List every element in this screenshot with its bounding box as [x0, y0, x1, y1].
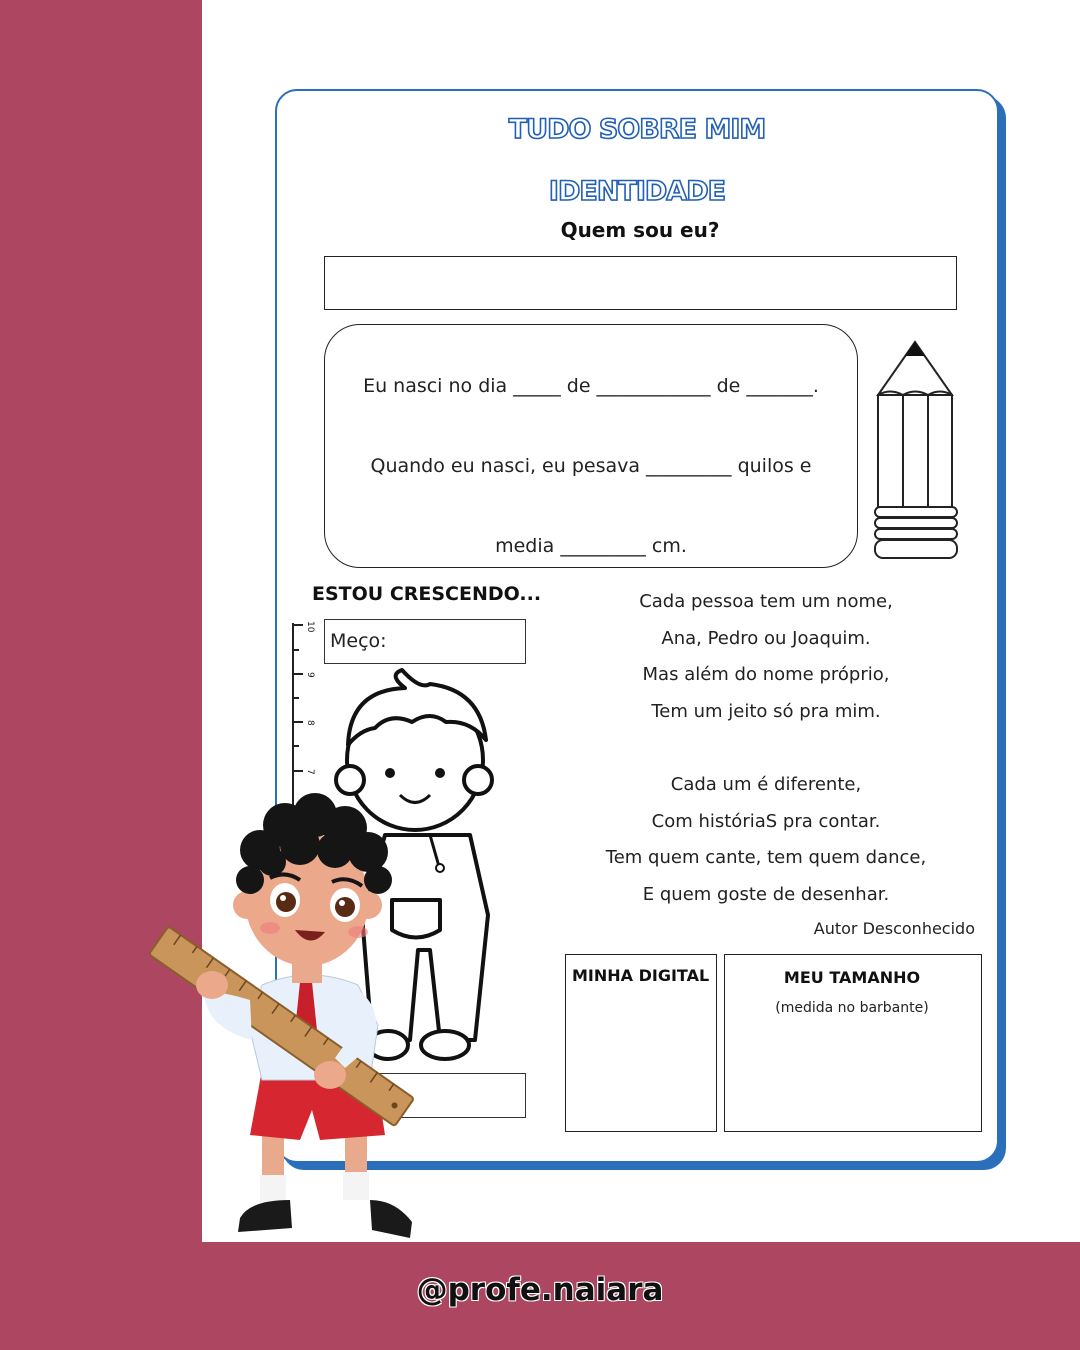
ruler-tick-7: 7: [305, 769, 315, 775]
size-subtitle: (medida no barbante): [775, 1000, 929, 1016]
growing-heading: ESTOU CRESCENDO...: [312, 583, 542, 605]
birth-line-3: media _________ cm.: [495, 535, 687, 557]
birth-line-2: Quando eu nasci, eu pesava _________ quilos e: [370, 455, 812, 477]
poem-line: Tem quem cante, tem quem dance,: [605, 847, 927, 868]
poem-author: Autor Desconhecido: [813, 919, 975, 938]
poem-line: Tem um jeito só pra mim.: [651, 701, 881, 722]
poem-line: E quem goste de desenhar.: [642, 884, 890, 905]
poem-line: Com históriaS pra contar.: [651, 811, 881, 832]
birth-line-1: Eu nasci no dia _____ de ____________ de _______.: [363, 375, 819, 397]
ruler-tick-8: 8: [305, 720, 315, 726]
worksheet-title: TUDO SOBRE MIM: [508, 114, 766, 145]
section-title: IDENTIDADE: [548, 176, 726, 207]
poem-line: Cada um é diferente,: [670, 774, 862, 795]
fingerprint-title: MINHA DIGITAL: [572, 966, 710, 985]
ruler-tick-9: 9: [305, 672, 315, 678]
poem-line: Mas além do nome próprio,: [642, 664, 890, 685]
poem-line: Cada pessoa tem um nome,: [639, 591, 893, 612]
ruler-tick-10: 10: [305, 621, 315, 633]
question-heading: Quem sou eu?: [560, 218, 720, 242]
poem-line: Ana, Pedro ou Joaquim.: [661, 628, 871, 649]
measure-label: Meço:: [330, 630, 387, 652]
size-title: MEU TAMANHO: [783, 968, 921, 987]
footer-handle[interactable]: @profe.naiara: [416, 1272, 664, 1308]
